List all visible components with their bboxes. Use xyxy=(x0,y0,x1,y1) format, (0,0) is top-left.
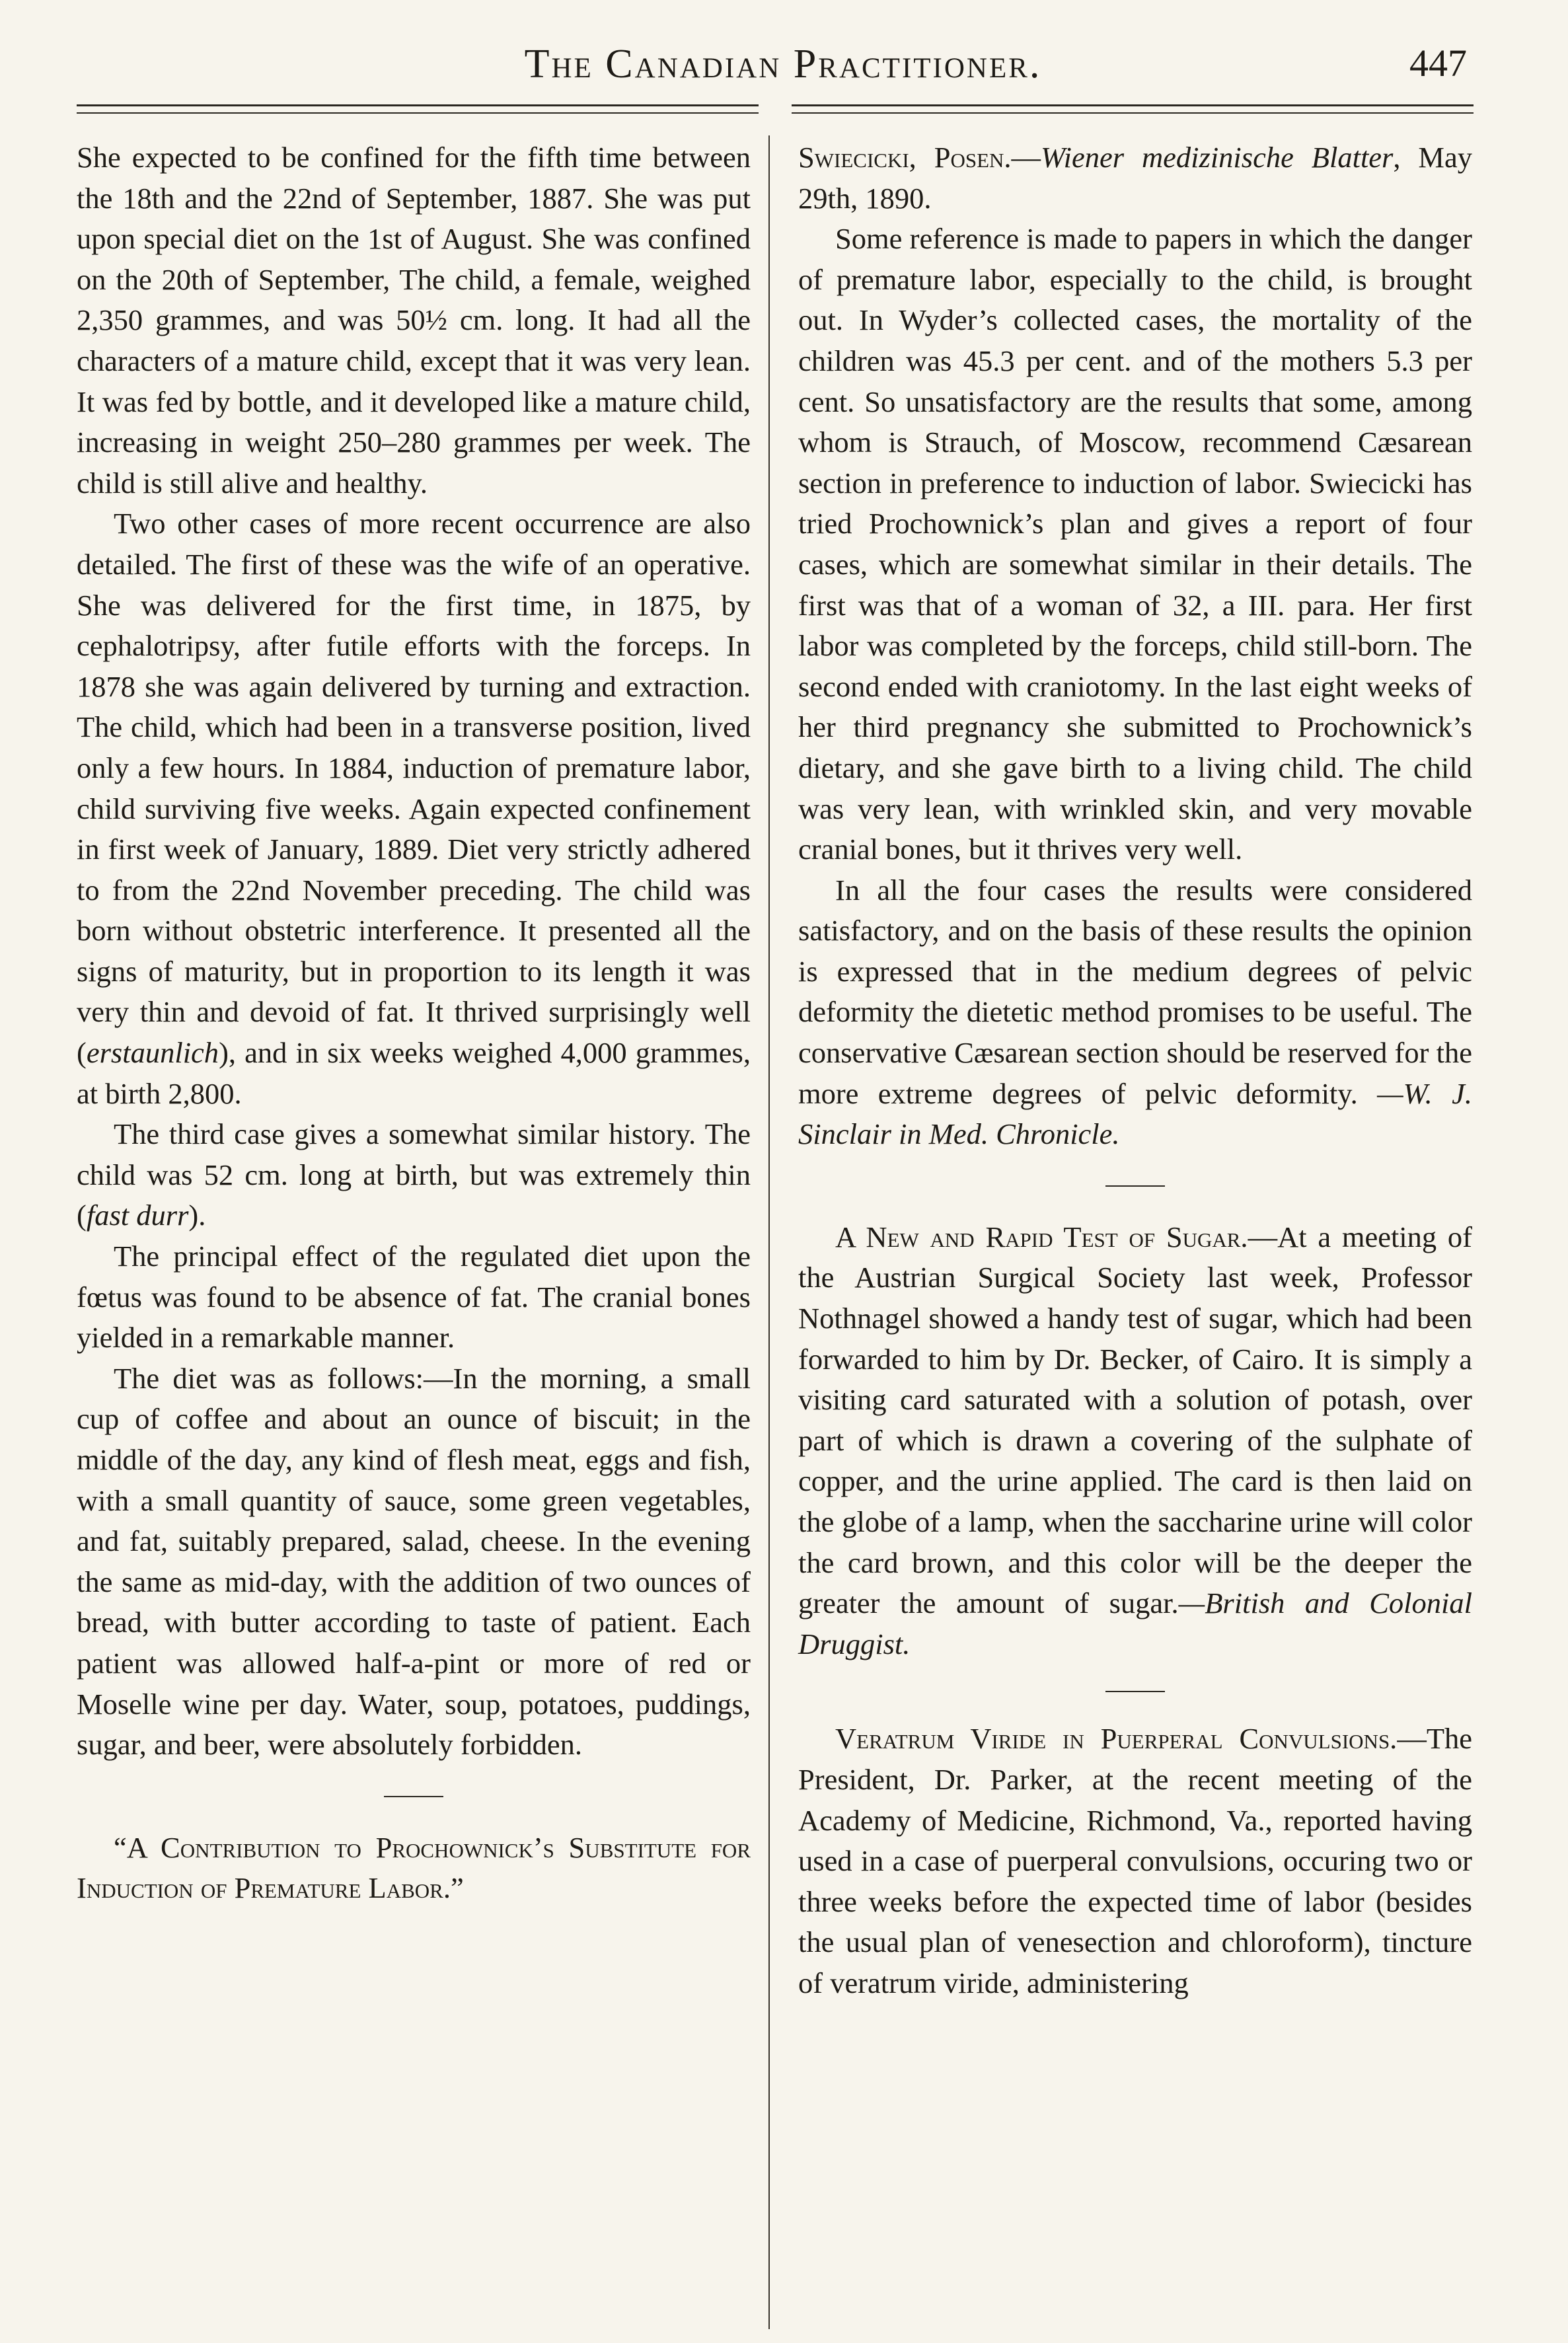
paragraph: She expected to be confined for the fifth time between the 18th and the 22nd of September, 1887. She was put upon special diet on the 1st of August. She was confined on the 20th of September, The child, a female, weighed 2,350 grammes, and was 50½ cm. long. It had all the characters of a mature child, except that it was very lean. It was fed by bottle, and it developed like a mature child, increasing in weight 250–280 grammes per week. The child is still alive and healthy. xyxy=(77,141,751,500)
paragraph xyxy=(798,1719,1472,2003)
author-name: Swiecicki, Posen. xyxy=(798,141,1012,174)
paragraph-text: ), and in six weeks weighed 4,000 grammes, at birth 2,800. xyxy=(77,1036,751,1110)
section-separator xyxy=(384,1796,443,1797)
paragraph: Some reference is made to papers in which the danger of premature labor, especially to the child, is brought out. In Wyder’s collected cases, the mortality of the children was 45.3 per cent. and of the mothers 5.3 per cent. So unsatisfactory are the results that some, among whom is Strauch, of Moscow, recommend Cæsarean section in preference to induction of labor. Swiecicki has tried Prochownick’s plan and gives a report of four cases, which are somewhat similar in their details. The first was that of a woman of 32, a III. para. Her first labor was completed by the forceps, child still-born. The second ended with craniotomy. In the last eight weeks of her third pregnancy she submitted to Prochownick’s dietary, and she gave birth to a living child. The child was very lean, with wrinkled skin, and very movable cranial bones, but it thrives very well. xyxy=(798,222,1472,866)
paragraph-text: The third case gives a somewhat similar history. The child was 52 cm. long at birth, but was extremely thin ( xyxy=(77,1117,751,1232)
dash: — xyxy=(1011,141,1041,174)
journal-name: Wiener medizinische Blatter xyxy=(1041,141,1394,174)
journal-date: , May 29th, 1890. xyxy=(798,141,1472,215)
paragraph xyxy=(77,503,751,1114)
paragraph-text: ). xyxy=(188,1199,206,1232)
paragraph xyxy=(77,1114,751,1236)
italic-term: erstaunlich xyxy=(86,1036,219,1070)
page-number: 447 xyxy=(1409,42,1467,85)
paragraph: The principal effect of the regulated diet upon the fœtus was found to be absence of fat. The cranial bones yielded in a remarkable manner. xyxy=(77,1240,751,1355)
paragraph xyxy=(798,870,1472,1155)
page-header xyxy=(73,41,1493,100)
header-rule-left-top xyxy=(77,104,759,106)
article-heading: A New and Rapid Test of Sugar. xyxy=(835,1220,1248,1253)
paragraph-text: —The President, Dr. Parker, at the recent meeting of the Academy of Medicine, Richmond, Va., reported having used in a case of puerperal convulsions, occuring two or three weeks before the expected time of labor (besides the usual plan of venesection and chloroform), tincture of veratrum viride, administering xyxy=(798,1722,1472,1999)
header-rule-left-bottom xyxy=(77,112,759,114)
left-column xyxy=(77,137,751,1909)
citation: —W. J. Sinclair in Med. Chronicle. xyxy=(798,1076,1472,1151)
article-heading: “A Contribution to Prochownick’s Substitute for Induction of Premature Labor.” xyxy=(77,1830,751,1905)
header-rule-right-bottom xyxy=(792,112,1474,114)
paragraph-text: Two other cases of more recent occurrence are also detailed. The first of these was the wife of an operative. She was delivered for the first time, in 1875, by cephalotripsy, after futile efforts with the forceps. In 1878 she was again delivered by turning and extraction. The child, which had been in a transverse position, lived only a few hours. In 1884, induction of premature labor, child surviving five weeks. Again expected confinement in first week of January, 1889. Diet very strictly adhered to from the 22nd November preceding. The child was born without obstetric interference. It presented all the signs of maturity, but in proportion to its length it was very thin and devoid of fat. It thrived surprisingly well ( xyxy=(77,507,751,1070)
italic-term: fast durr xyxy=(86,1199,189,1232)
paragraph-text: In all the four cases the results were considered satisfactory, and on the basis of these results the opinion is expressed that in the medium degrees of pelvic deformity the dietetic method promises to be useful. The conservative Cæsarean section should be reserved for the more extreme degrees of pelvic deformity. xyxy=(798,873,1472,1110)
section-separator xyxy=(1105,1185,1165,1187)
paragraph-text: —At a meeting of the Austrian Surgical Society last week, Professor Nothnagel showed a handy test of sugar, which had been forwarded to him by Dr. Becker, of Cairo. It is simply a visiting card saturated with a solution of potash, over part of which is drawn a covering of the sulphate of copper, and the urine applied. The card is then laid on the globe of a lamp, when the saccharine urine will color the card brown, and this color will be the deeper the greater the amount of sugar. xyxy=(798,1220,1472,1620)
citation: —British and Colonial Druggist. xyxy=(798,1586,1472,1660)
header-rule-right-top xyxy=(792,104,1474,106)
article-heading: Veratrum Viride in Puerperal Convulsions. xyxy=(835,1722,1398,1756)
running-title: The Canadian Practitioner. xyxy=(524,42,1042,87)
article-source-line xyxy=(798,137,1472,219)
paragraph: The diet was as follows:—In the morning, a small cup of coffee and about an ounce of biscuit; in the middle of the day, any kind of flesh meat, eggs and fish, with a small quantity of sauce, some green vegetables, and fat, suitably prepared, salad, cheese. In the evening the same as mid-day, with the addition of two ounces of bread, with butter according to taste of patient. Each patient was allowed half-a-pint or more of red or Moselle wine per day. Water, soup, potatoes, puddings, sugar, and beer, were absolutely forbidden. xyxy=(77,1361,751,1762)
right-column xyxy=(798,137,1472,2004)
section-separator xyxy=(1105,1691,1165,1692)
column-divider xyxy=(768,135,770,2329)
paragraph xyxy=(798,1217,1472,1665)
